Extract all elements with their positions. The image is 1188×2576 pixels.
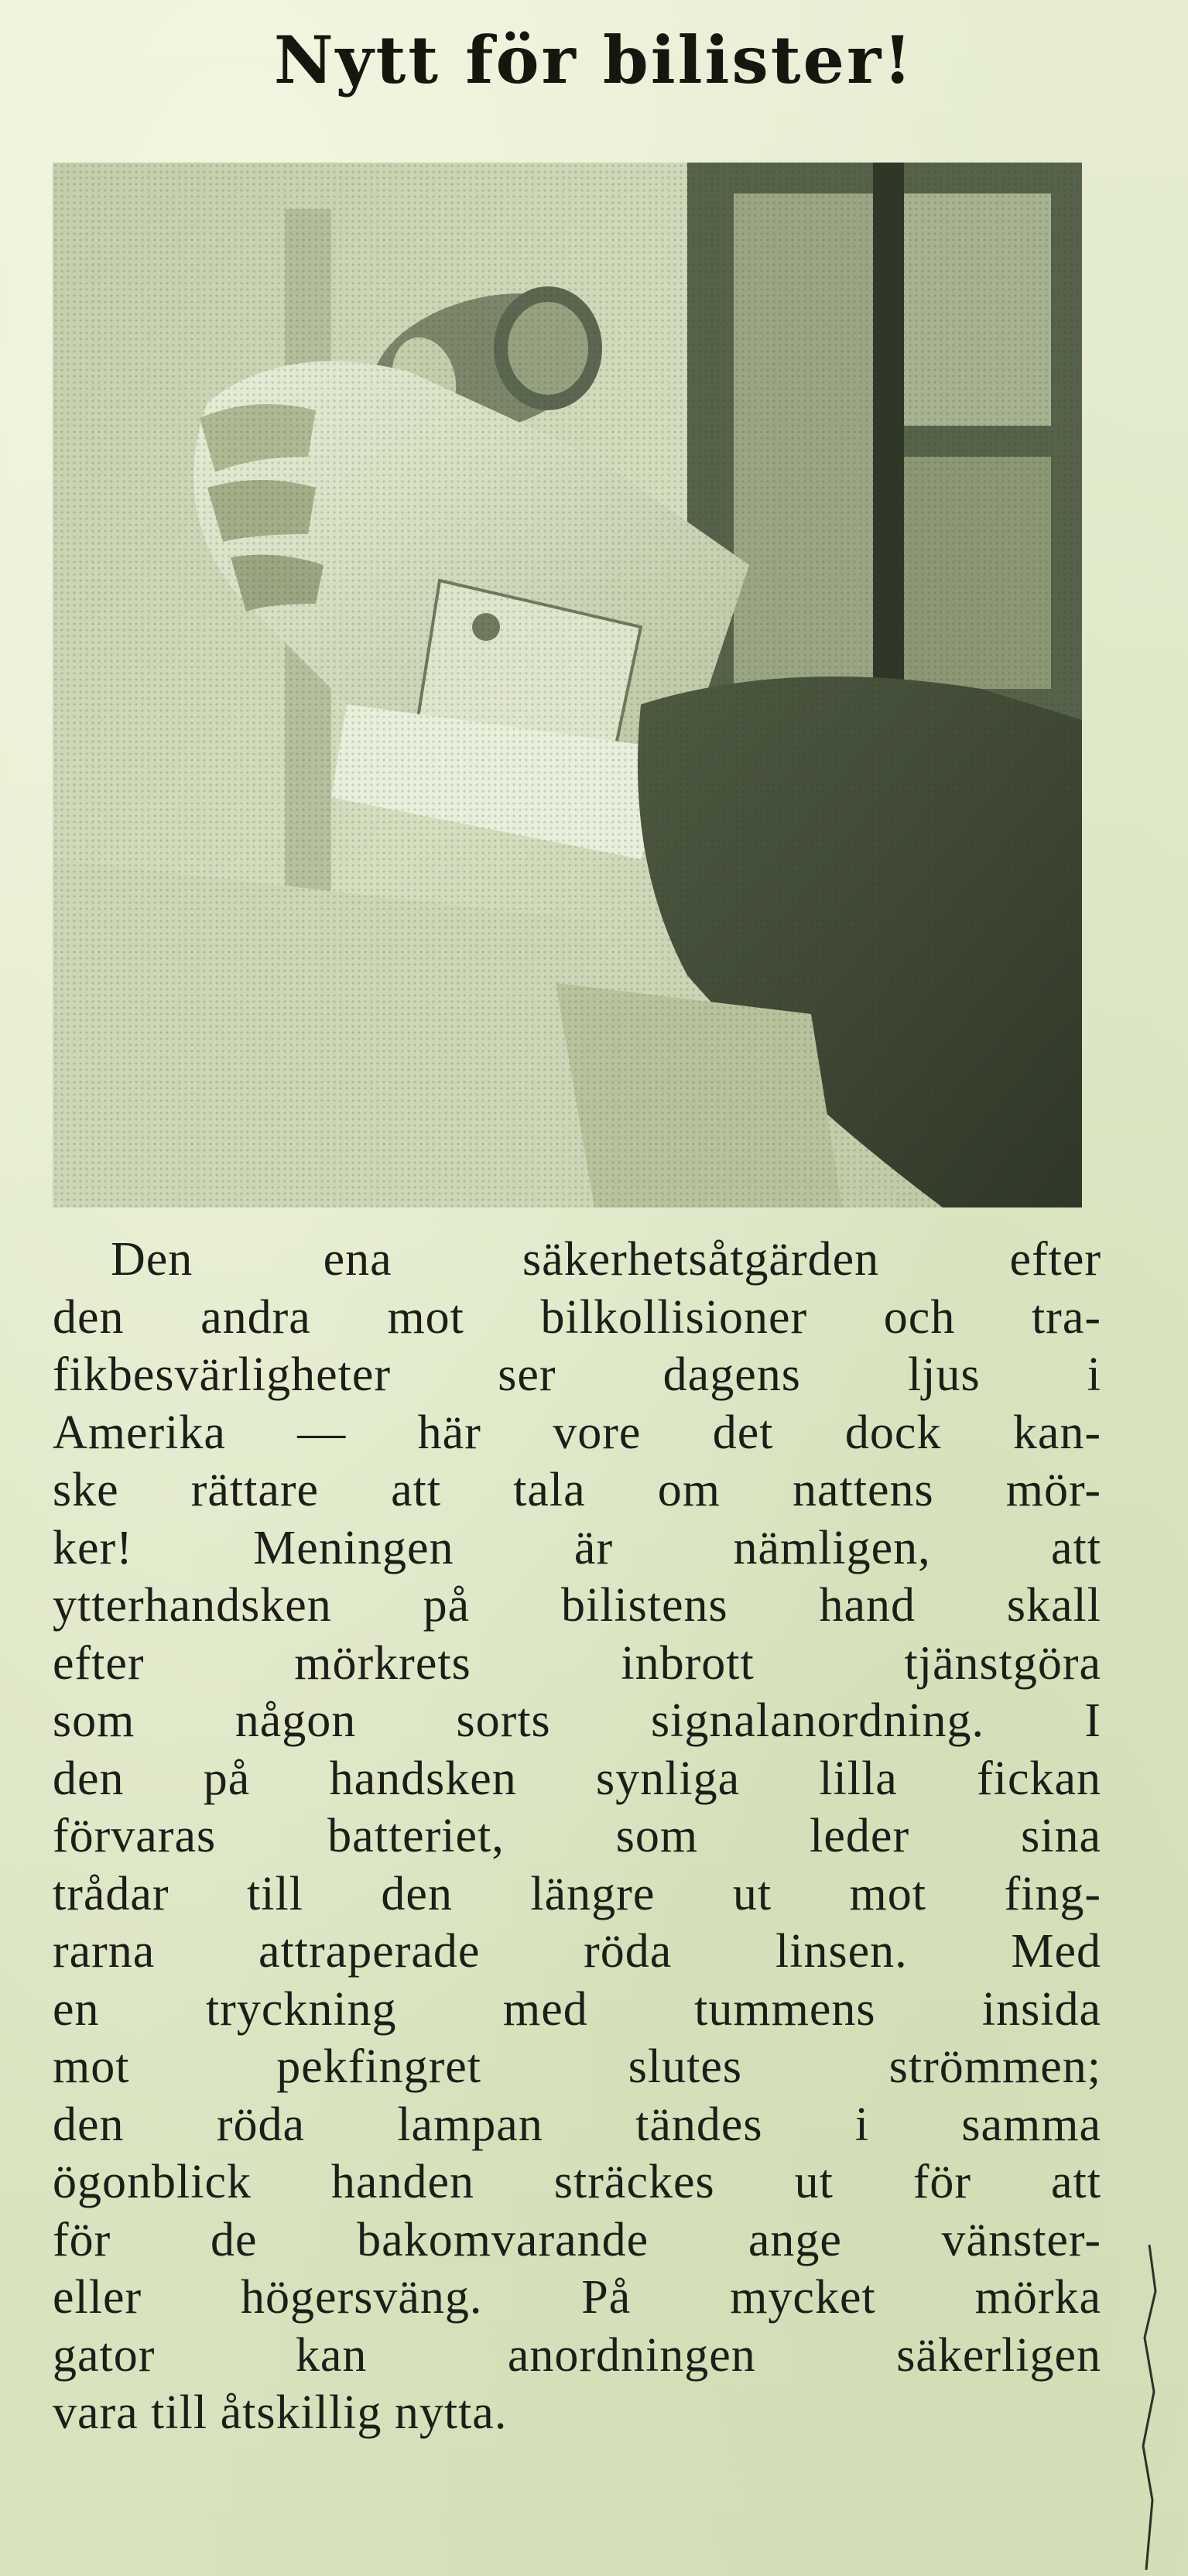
body-line: den på handsken synliga lilla fickan: [53, 1752, 1101, 1805]
article-photo: [53, 163, 1082, 1208]
body-line: rarna attraperade röda linsen. Med: [53, 1925, 1101, 1978]
body-line: en tryckning med tummens insida: [53, 1982, 1101, 2036]
body-line: som någon sorts signalanordning. I: [53, 1694, 1101, 1747]
body-line: fikbesvärligheter ser dagens ljus i: [53, 1348, 1101, 1401]
body-line: gator kan anordningen säkerligen: [53, 2328, 1101, 2382]
body-line: ögonblick handen sträckes ut för att: [53, 2156, 1101, 2208]
article-headline: Nytt för bilister!: [273, 22, 915, 98]
body-line: vara till åtskillig nytta.: [53, 2386, 508, 2439]
body-line: efter mörkrets inbrott tjänstgöra: [53, 1636, 1101, 1690]
body-line: den andra mot bilkollisioner och tra-: [53, 1290, 1101, 1344]
body-line: den röda lampan tändes i samma: [53, 2098, 1101, 2151]
body-line: ske rättare att tala om nattens mör-: [53, 1464, 1101, 1516]
body-line: eller högersväng. På mycket mörka: [53, 2271, 1101, 2324]
article-body: [53, 1231, 1101, 2442]
body-line: mot pekfingret slutes strömmen;: [53, 2040, 1101, 2093]
body-line: förvaras batteriet, som leder sina: [53, 1810, 1101, 1862]
body-line: Amerika — här vore det dock kan-: [53, 1406, 1101, 1459]
body-line: ytterhandsken på bilistens hand skall: [53, 1579, 1101, 1632]
body-line: ker! Meningen är nämligen, att: [53, 1521, 1101, 1574]
body-line: Den ena säkerhetsåtgärden efter: [111, 1233, 1101, 1286]
body-line: för de bakomvarande ange vänster-: [53, 2213, 1101, 2266]
paper-tear: [1134, 2245, 1165, 2570]
body-line: trådar till den längre ut mot fing-: [53, 1867, 1101, 1920]
